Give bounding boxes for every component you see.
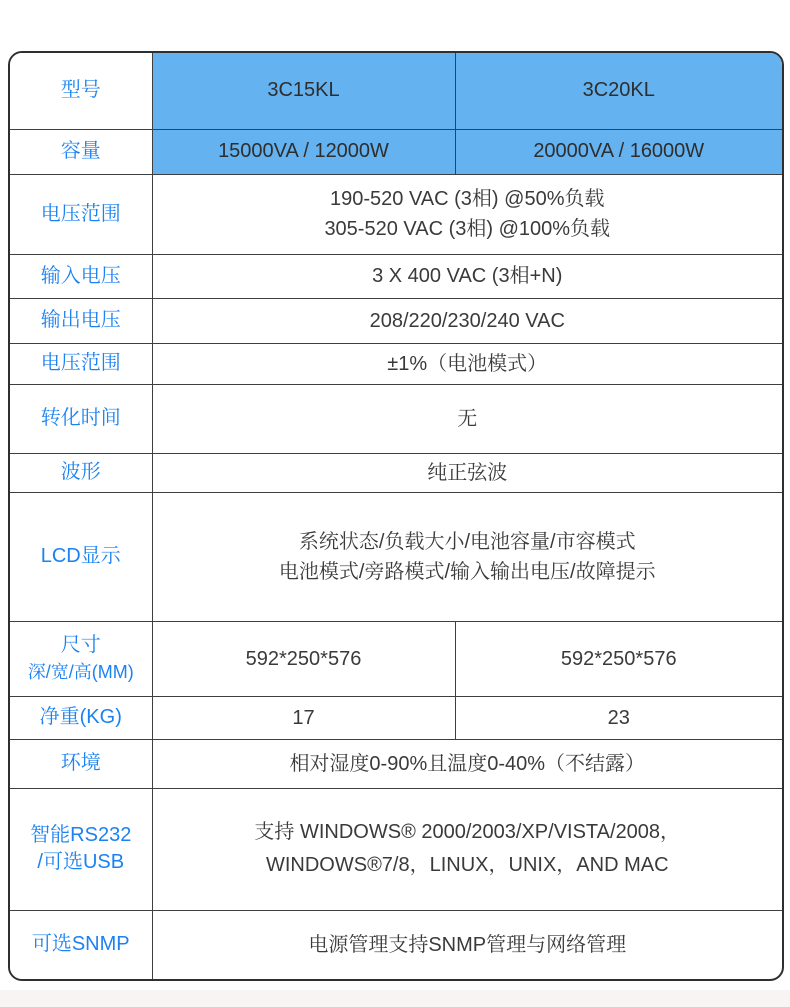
output-voltage-value: 208/220/230/240 VAC [369,309,565,332]
spec-row-environment [10,739,782,788]
row-label-text: 尺寸 [60,633,101,656]
model-cell-2 [455,53,782,129]
capacity-value: 15000VA / 12000W [218,140,389,162]
spec-row-lcd-display [10,492,782,621]
row-label-input-voltage [10,254,152,298]
row-label-text: 智能RS232 [30,824,132,846]
row-label-text: 电压范围 [40,202,121,225]
row-label-text: 型号 [60,79,101,102]
lcd-display-cell [152,492,782,621]
transfer-time-cell [152,384,782,453]
input-voltage-cell [152,254,782,298]
rs232-usb-line2: WINDOWS®7/8，LINUX，UNIX，AND MAC [265,854,669,876]
row-label-text: LCD显示 [40,545,121,567]
row-label-transfer-time [10,384,152,453]
row-label-text: 环境 [60,752,101,774]
page-bottom-strip [0,990,790,1007]
dimensions-value: 592*250*576 [560,647,677,670]
row-label-environment [10,739,152,788]
spec-row-model [10,53,782,129]
row-label-output-voltage [10,298,152,343]
row-label-capacity [10,129,152,174]
row-label-voltage-range-battery [10,343,152,384]
spec-table-container [8,51,784,981]
environment-cell [152,739,782,788]
spec-row-snmp [10,910,782,979]
row-label-dimensions [10,621,152,696]
model-value: 3C20KL [582,79,655,102]
row-label-rs232-usb [10,788,152,910]
spec-row-transfer-time [10,384,782,453]
output-voltage-cell [152,298,782,343]
net-weight-value: 23 [607,706,630,729]
spec-row-waveform [10,453,782,492]
row-label-model [10,53,152,129]
row-label-snmp [10,910,152,979]
spec-row-input-voltage [10,254,782,298]
row-label-text: 容量 [60,140,101,162]
lcd-display-line1: 系统状态/负载大小/电池容量/市容模式 [298,530,636,553]
row-label-text: 输出电压 [40,309,121,331]
row-label-subtext: /可选USB [37,851,125,873]
voltage-range-battery-cell [152,343,782,384]
dimensions-value: 592*250*576 [245,647,362,670]
row-label-net-weight [10,696,152,739]
spec-row-voltage-range-input [10,174,782,254]
row-label-text: 可选SNMP [31,933,130,956]
row-label-text: 净重(KG) [39,706,122,728]
row-label-text: 输入电压 [40,264,121,287]
spec-row-output-voltage [10,298,782,343]
row-label-subtext: 深/宽/高(MM) [27,661,134,682]
input-voltage-value: 3 X 400 VAC (3相+N) [372,265,563,287]
net-weight-value: 17 [292,706,315,729]
model-cell-1 [152,53,455,129]
net-weight-cell-2 [455,696,782,739]
spec-table [10,53,782,979]
net-weight-cell-1 [152,696,455,739]
spec-row-voltage-range-battery [10,343,782,384]
voltage-range-line1: 190-520 VAC (3相) @50%负载 [330,188,605,210]
transfer-time-value: 无 [457,407,478,430]
row-label-text: 电压范围 [40,352,121,374]
voltage-range-cell [152,174,782,254]
snmp-cell [152,910,782,979]
lcd-display-line2: 电池模式/旁路模式/输入输出电压/故障提示 [278,560,656,583]
row-label-lcd-display [10,492,152,621]
environment-value: 相对湿度0-90%且温度0-40%（不结露） [289,752,646,775]
capacity-cell-1 [152,129,455,174]
spec-row-net-weight [10,696,782,739]
voltage-range-line2: 305-520 VAC (3相) @100%负载 [324,218,611,240]
model-value: 3C15KL [267,79,340,102]
row-label-waveform [10,453,152,492]
spec-row-capacity [10,129,782,174]
rs232-usb-line1: 支持 WINDOWS® 2000/2003/XP/VISTA/2008， [254,821,681,843]
dimensions-cell-2 [455,621,782,696]
waveform-value: 纯正弦波 [427,461,508,484]
rs232-usb-cell [152,788,782,910]
waveform-cell [152,453,782,492]
capacity-cell-2 [455,129,782,174]
snmp-value: 电源管理支持SNMP管理与网络管理 [308,933,627,956]
dimensions-cell-1 [152,621,455,696]
capacity-value: 20000VA / 16000W [533,140,705,162]
row-label-text: 转化时间 [40,407,121,429]
voltage-range-battery-value: ±1%（电池模式） [387,352,548,375]
row-label-voltage-range [10,174,152,254]
spec-row-dimensions [10,621,782,696]
row-label-text: 波形 [60,461,101,483]
spec-row-rs232-usb [10,788,782,910]
